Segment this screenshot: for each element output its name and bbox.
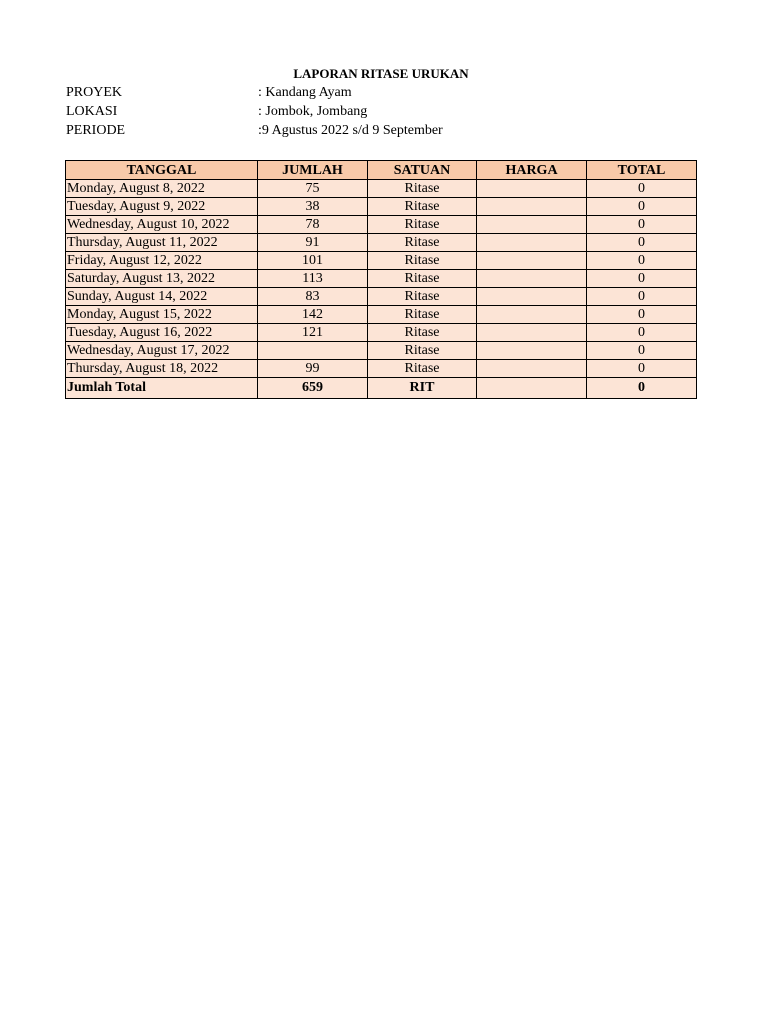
total-total: 0: [587, 378, 697, 399]
cell-tanggal: Sunday, August 14, 2022: [66, 288, 258, 306]
table-header-row: [66, 161, 697, 180]
cell-satuan: Ritase: [368, 306, 477, 324]
cell-total: 0: [587, 180, 697, 198]
cell-satuan: Ritase: [368, 288, 477, 306]
table-row: [66, 324, 697, 342]
meta-value-lokasi: : Jombok, Jombang: [258, 104, 368, 119]
cell-satuan: Ritase: [368, 216, 477, 234]
table-row: [66, 216, 697, 234]
header-jumlah: JUMLAH: [258, 161, 368, 180]
cell-satuan: Ritase: [368, 342, 477, 360]
cell-tanggal: Saturday, August 13, 2022: [66, 270, 258, 288]
header-harga: HARGA: [477, 161, 587, 180]
meta-label-lokasi: LOKASI: [66, 104, 118, 119]
ritase-table: [65, 160, 697, 399]
total-satuan: RIT: [368, 378, 477, 399]
cell-jumlah: 75: [258, 180, 368, 198]
table-row: [66, 252, 697, 270]
cell-satuan: Ritase: [368, 198, 477, 216]
cell-jumlah: 91: [258, 234, 368, 252]
cell-satuan: Ritase: [368, 360, 477, 378]
cell-harga: [477, 234, 587, 252]
cell-tanggal: Thursday, August 18, 2022: [66, 360, 258, 378]
table-row: [66, 360, 697, 378]
header-tanggal: TANGGAL: [66, 161, 258, 180]
cell-tanggal: Tuesday, August 16, 2022: [66, 324, 258, 342]
cell-harga: [477, 252, 587, 270]
header-satuan: SATUAN: [368, 161, 477, 180]
cell-tanggal: Tuesday, August 9, 2022: [66, 198, 258, 216]
cell-jumlah: 113: [258, 270, 368, 288]
cell-jumlah: 142: [258, 306, 368, 324]
cell-harga: [477, 360, 587, 378]
cell-satuan: Ritase: [368, 324, 477, 342]
cell-satuan: Ritase: [368, 234, 477, 252]
table-row: [66, 198, 697, 216]
total-jumlah: 659: [258, 378, 368, 399]
cell-harga: [477, 306, 587, 324]
cell-total: 0: [587, 360, 697, 378]
meta-label-periode: PERIODE: [66, 123, 126, 138]
cell-tanggal: Friday, August 12, 2022: [66, 252, 258, 270]
cell-total: 0: [587, 342, 697, 360]
table-total-row: [66, 378, 697, 399]
cell-tanggal: Wednesday, August 17, 2022: [66, 342, 258, 360]
cell-jumlah: 101: [258, 252, 368, 270]
cell-harga: [477, 270, 587, 288]
cell-jumlah: 78: [258, 216, 368, 234]
cell-jumlah: 38: [258, 198, 368, 216]
cell-total: 0: [587, 198, 697, 216]
cell-jumlah: 121: [258, 324, 368, 342]
cell-total: 0: [587, 306, 697, 324]
cell-jumlah: [258, 342, 368, 360]
table-row: [66, 180, 697, 198]
report-title: LAPORAN RITASE URUKAN: [293, 66, 469, 81]
cell-harga: [477, 216, 587, 234]
total-harga: [477, 378, 587, 399]
cell-total: 0: [587, 234, 697, 252]
cell-total: 0: [587, 288, 697, 306]
cell-jumlah: 83: [258, 288, 368, 306]
cell-harga: [477, 324, 587, 342]
cell-satuan: Ritase: [368, 252, 477, 270]
cell-harga: [477, 180, 587, 198]
table-row: [66, 306, 697, 324]
cell-satuan: Ritase: [368, 270, 477, 288]
meta-value-proyek: : Kandang Ayam: [258, 85, 352, 100]
cell-tanggal: Wednesday, August 10, 2022: [66, 216, 258, 234]
table-row: [66, 234, 697, 252]
cell-harga: [477, 198, 587, 216]
cell-total: 0: [587, 270, 697, 288]
meta-label-proyek: PROYEK: [66, 85, 123, 100]
cell-tanggal: Thursday, August 11, 2022: [66, 234, 258, 252]
cell-harga: [477, 288, 587, 306]
cell-tanggal: Monday, August 15, 2022: [66, 306, 258, 324]
cell-satuan: Ritase: [368, 180, 477, 198]
cell-total: 0: [587, 252, 697, 270]
table-row: [66, 270, 697, 288]
cell-total: 0: [587, 324, 697, 342]
cell-tanggal: Monday, August 8, 2022: [66, 180, 258, 198]
table-row: [66, 342, 697, 360]
cell-harga: [477, 342, 587, 360]
header-total: TOTAL: [587, 161, 697, 180]
cell-jumlah: 99: [258, 360, 368, 378]
cell-total: 0: [587, 216, 697, 234]
total-label: Jumlah Total: [66, 378, 258, 399]
meta-value-periode: :9 Agustus 2022 s/d 9 September: [258, 123, 443, 138]
table-row: [66, 288, 697, 306]
